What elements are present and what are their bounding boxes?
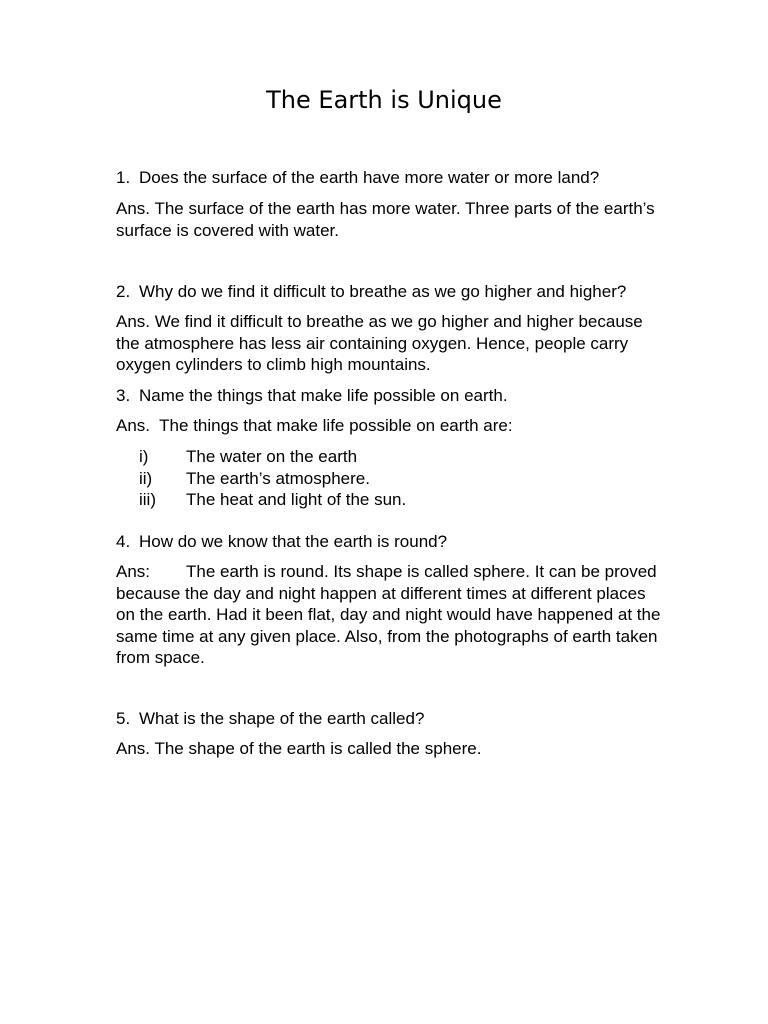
answer-3 <box>116 415 661 437</box>
list-item <box>139 446 659 468</box>
question-number: 1. <box>116 168 131 187</box>
question-text: Does the surface of the earth have more water or more land? <box>139 168 600 187</box>
list-marker: iii) <box>139 490 156 509</box>
answer-text: The surface of the earth has more water. Three parts of the earth’s surface is covered with water. <box>116 199 655 240</box>
question-number: 4. <box>116 532 131 551</box>
answer-2 <box>116 311 661 376</box>
question-4 <box>116 531 676 552</box>
answer-1 <box>116 198 661 241</box>
list-marker: ii) <box>139 468 153 488</box>
answer-label: Ans. <box>116 312 151 331</box>
list-item <box>139 489 659 511</box>
list-marker: i) <box>139 447 149 466</box>
list-item-text: The water on the earth <box>186 447 358 466</box>
list-item-text: The earth’s atmosphere. <box>186 468 370 488</box>
question-number: 2. <box>116 282 131 301</box>
answer-5 <box>116 738 661 760</box>
answer-4 <box>116 561 661 669</box>
answer-text: We find it difficult to breathe as we go higher and higher because the atmosphere has less air containing oxygen. Hence, people carry oxygen cylinders to climb high mountains. <box>116 312 643 374</box>
question-text: How do we know that the earth is round? <box>139 532 448 551</box>
list-item <box>139 468 659 490</box>
page-title: The Earth is Unique <box>266 86 502 114</box>
question-text: Name the things that make life possible on earth. <box>139 386 508 405</box>
question-text: What is the shape of the earth called? <box>139 709 425 728</box>
list-item-text: The heat and light of the sun. <box>186 490 407 509</box>
answer-label: Ans: <box>116 562 151 581</box>
answer-text: The things that make life possible on earth are: <box>159 416 513 435</box>
answer-text: The earth is round. Its shape is called sphere. It can be proved because the day and night happen at different times at different places on the earth. Had it been flat, day and night would have happened at the same time at any given place. Also, from the photographs of earth taken from space. <box>116 562 661 667</box>
answer-label: Ans. <box>116 739 151 758</box>
question-3 <box>116 385 676 406</box>
question-number: 5. <box>116 709 131 728</box>
answer-label: Ans. <box>116 199 151 218</box>
question-2 <box>116 281 676 302</box>
answer-text: The shape of the earth is called the sphere. <box>154 739 482 758</box>
question-text: Why do we find it difficult to breathe as we go higher and higher? <box>139 282 627 301</box>
question-1 <box>116 167 676 188</box>
question-number: 3. <box>116 386 131 405</box>
answer-label: Ans. <box>116 416 151 435</box>
answer-3-list <box>139 446 659 511</box>
question-5 <box>116 708 676 729</box>
